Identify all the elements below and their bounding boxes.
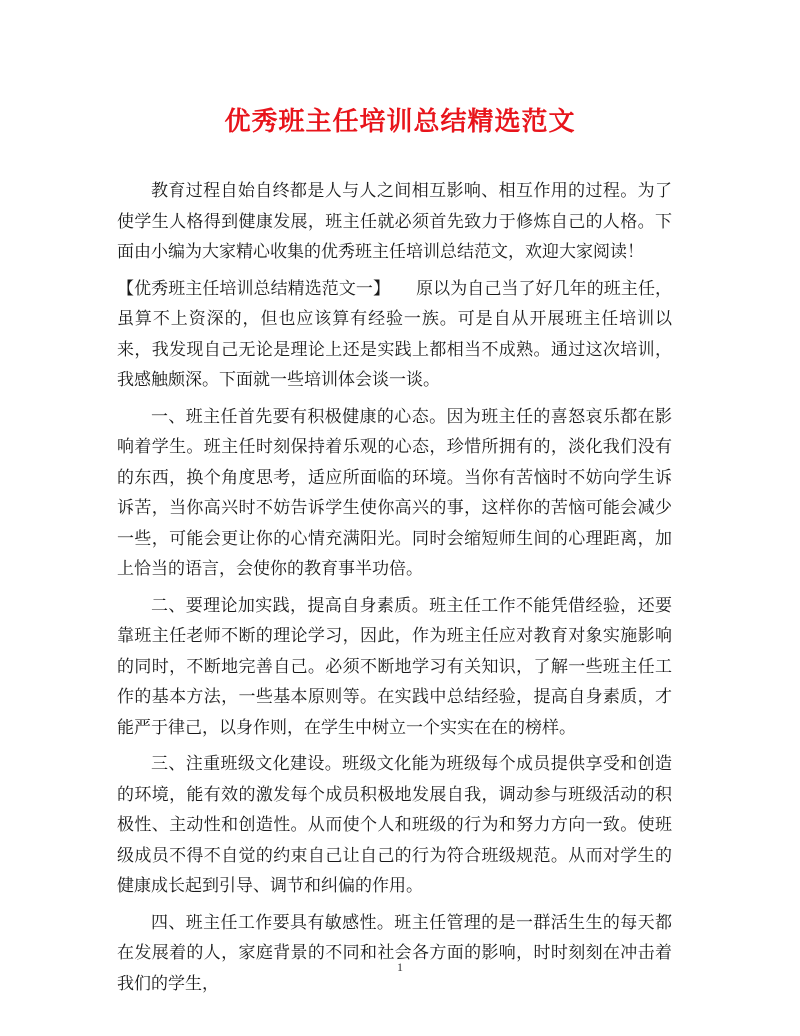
point-four-paragraph: 四、班主任工作要具有敏感性。班主任管理的是一群活生生的每天都在发展着的人，家庭背景的不同和社会各方面的影响，时时刻刻在冲击着我们的学生，: [117, 912, 672, 994]
point-one-paragraph: 一、班主任首先要有积极健康的心态。因为班主任的喜怒哀乐都在影响着学生。班主任时刻保持着乐观的心态，珍惜所拥有的，淡化我们没有的东西，换个角度思考，适应所面临的环境。当你有苦恼时不妨向学生诉诉苦，当你高兴时不妨告诉学生使你高兴的事，这样你的苦恼可能会减少一些，可能会更让你的心情充满阳光。同时会缩短师生间的心理距离，加上恰当的语言，会使你的教育事半功倍。: [117, 406, 672, 579]
intro-paragraph: 教育过程自始自终都是人与人之间相互影响、相互作用的过程。为了使学生人格得到健康发展，班主任就必须首先致力于修炼自己的人格。下面由小编为大家精心收集的优秀班主任培训总结范文，欢迎大家阅读！: [117, 181, 672, 262]
page-number: 1: [397, 960, 403, 974]
document-body: [117, 176, 672, 1005]
point-three-paragraph: 三、注重班级文化建设。班级文化能为班级每个成员提供享受和创造的环境，能有效的激发每个成员积极地发展自我，调动参与班级活动的积极性、主动性和创造性。从而使个人和班级的行为和努力方向一致。使班级成员不得不自觉的约束自己让自己的行为符合班级规范。从而对学生的健康成长起到引导、调节和纠偏的作用。: [117, 754, 672, 896]
point-two-paragraph: 二、要理论加实践，提高自身素质。班主任工作不能凭借经验，还要靠班主任老师不断的理论学习，因此，作为班主任应对教育对象实施影响的同时，不断地完善自己。必须不断地学习有关知识，了解一些班主任工作的基本方法，一些基本原则等。在实践中总结经验，提高自身素质，才能严于律己，以身作则，在学生中树立一个实实在在的榜样。: [117, 595, 672, 738]
section-paragraph-text: 原以为自己当了好几年的班主任，虽算不上资深的，但也应该算有经验一族。可是自从开展班主任培训以来，我发现自己无论是理论上还是实践上都相当不成熟。通过这次培训，我感触颇深。下面就一些培训体会谈一谈。: [117, 278, 673, 390]
section-heading: 【优秀班主任培训总结精选范文一】: [117, 278, 391, 299]
section-paragraph: [117, 274, 672, 396]
page-title: 优秀班主任培训总结精选范文: [224, 107, 576, 137]
